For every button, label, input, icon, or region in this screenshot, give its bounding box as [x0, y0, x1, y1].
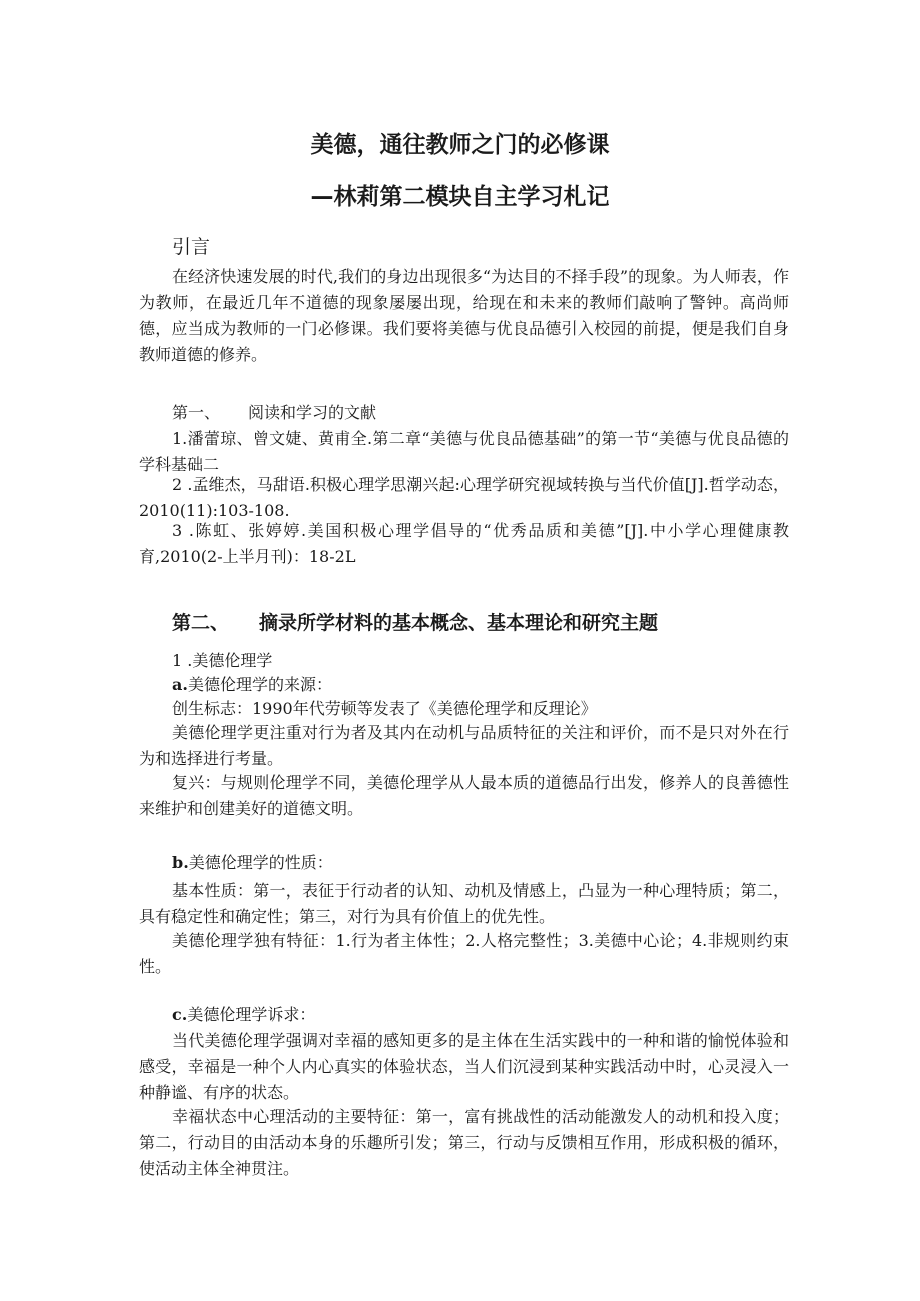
intro-heading: 引言	[172, 236, 211, 258]
reference-2: 2 .孟维杰，马甜语.积极心理学思潮兴起:心理学研究视域转换与当代价值[J].哲学动态，2010(11):103-108.	[139, 475, 789, 520]
origin-line: 创生标志：1990年代劳顿等发表了《美德伦理学和反理论》	[172, 699, 597, 718]
item-a-paragraph-2: 复兴：与规则伦理学不同，美德伦理学从人最本质的道德品行出发，修养人的良善德性来维护和创建美好的道德文明。	[139, 773, 789, 818]
item-c-paragraph-2: 幸福状态中心理活动的主要特征：第一，富有挑战性的活动能激发人的动机和投入度；第二，行动目的由活动本身的乐趣所引发；第三，行动与反馈相互作用，形成积极的循环，使活动主体全神贯注。	[139, 1107, 789, 1178]
section1-title: 阅读和学习的文献	[248, 403, 377, 422]
section1-heading	[172, 400, 376, 426]
item-c-title: 美德伦理学诉求：	[187, 1005, 316, 1024]
item-a-paragraph-1: 美德伦理学更注重对行为者及其内在动机与品质特征的关注和评价，而不是只对外在行为和选择进行考量。	[139, 723, 789, 768]
item-b-heading	[172, 850, 333, 876]
section2-heading	[172, 608, 658, 635]
section2-title: 摘录所学材料的基本概念、基本理论和研究主题	[259, 612, 659, 634]
subsection-virtue-ethics: 1 .美德伦理学	[172, 651, 273, 670]
section2-label: 第二、	[172, 612, 230, 634]
item-a-heading	[172, 672, 332, 698]
intro-paragraph: 在经济快速发展的时代,我们的身边出现很多“为达目的不择手段”的现象。为人师表，作为教师，在最近几年不道德的现象屡屡出现，给现在和未来的教师们敲响了警钟。高尚师德，应当成为教师的一门必修课。我们要将美德与优良品德引入校园的前提，便是我们自身教师道德的修养。	[139, 267, 789, 364]
section1-label: 第一、	[172, 403, 221, 422]
item-a-marker: a.	[172, 675, 188, 694]
document-title: 美德，通往教师之门的必修课	[310, 132, 610, 158]
item-b-title: 美德伦理学的性质：	[188, 853, 333, 872]
item-b-marker: b.	[172, 853, 189, 872]
document-subtitle: —林莉第二模块自主学习札记	[310, 184, 610, 210]
reference-1: 1.潘蕾琼、曾文婕、黄甫全.第二章“美德与优良品德基础”的第一节“美德与优良品德的学科基础二	[139, 429, 789, 474]
item-a-title: 美德伦理学的来源：	[187, 675, 332, 694]
reference-3: 3 .陈虹、张婷婷.美国积极心理学倡导的“优秀品质和美德”[J].中小学心理健康教育,2010(2-上半月刊)：18-2L	[139, 521, 789, 566]
item-b-paragraph-2: 美德伦理学独有特征：1.行为者主体性；2.人格完整性；3.美德中心论；4.非规则约束性。	[139, 931, 789, 976]
item-b-paragraph-1: 基本性质：第一，表征于行动者的认知、动机及情感上，凸显为一种心理特质；第二，具有稳定性和确定性；第三，对行为具有价值上的优先性。	[139, 881, 789, 926]
item-c-paragraph-1: 当代美德伦理学强调对幸福的感知更多的是主体在生活实践中的一种和谐的愉悦体验和感受，幸福是一种个人内心真实的体验状态，当人们沉浸到某种实践活动中时，心灵浸入一种静谧、有序的状态。	[139, 1031, 789, 1102]
item-c-marker: c.	[172, 1005, 188, 1024]
item-c-heading	[172, 1002, 315, 1028]
